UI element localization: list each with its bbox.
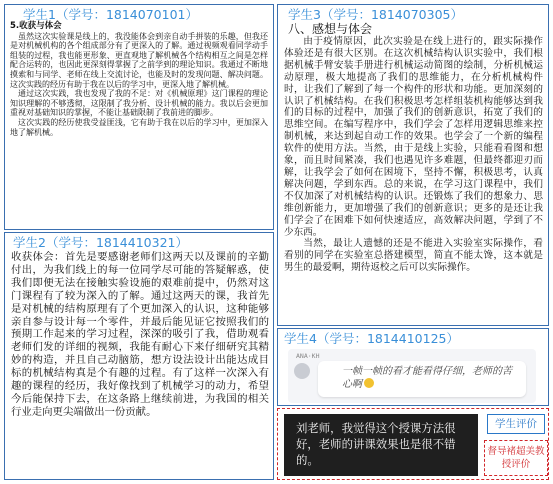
student2-body: 收获体会：首先是要感谢老师们这两天以及课前的辛勤付出，为我们线上的每一位同学尽可能的答疑解惑，使我们即便无法在接触实验设施的艰难前提中，仍然对这门课程有了较为深入的了解。通过这两天的课，我首先是对机械的结构原理有了个更加深入的认识，这种能够亲自参与设计每一个零件，并最后能见证它按照我们的预期工作起来的学习过程，深深的吸引了我，借助观看老师们发的详细的视频，我能有耐心下来仔细研究其精妙的构造，并且自己动脑筋，想方设法设计出能达成目标的机械结构真是个有趣的过程。有了这样一次深入有趣的课程的经历，我好像找到了机械学习的动力，希望今后能保持下去，在这条路上继续前进，为我国的相关行业走向更尖端做出一份贡献。 bbox=[11, 251, 269, 418]
student2-title: 学生2（学号：1814410321） bbox=[13, 235, 188, 250]
supervisor-evaluation-tag: 督导褚超美教授评价 bbox=[484, 440, 548, 476]
chat-username: ANA·KH bbox=[296, 352, 320, 360]
student1-panel bbox=[4, 4, 274, 230]
student3-paragraph: 由于疫情原因，此次实验是在线上进行的，跟实际操作体验还是有很大区别。在这次机械结构认识实验中，我们根据机械手臂安装手册进行机械运动简图的绘制，分析机械运动原理，极大地提高了我们的思维能力，在分析机械构件时，让我们了解到了每一个构件的形状和功能。更加深刻的认识了机械结构。在我们积极思考怎样组装机构能够达到我们的目标的过程中，加强了我们的创新意识，拓宽了我们的思维空间。在编写程序中，我们学会了怎样用逻辑思维来控制机械，来达到起自动工作的效果。也学会了一个新的编程软件的使用方法。当然，由于是线上实验，只能看看图和想象，而且时间紧凑，我们也遇见许多难题，但最终都迎刃而解，让我学会了如何在困境下，坚持不懈，积极思考，认真解决问题，学到东西。总的来说，在学习这门课程中，我们不仅加深了对机械结构的认识。还锻炼了我们的想象力、思维创新能力，更加增强了我们的创新意识；更多的是还让我们学会了在困难下如何快速适应，高效解决问题，学到了不少东西。 bbox=[284, 36, 543, 238]
student-evaluation-tag: 学生评价 bbox=[487, 414, 545, 434]
student1-paragraph: 虽然这次实验课是线上的，我没能体会到亲自动手拼装的乐趣，但我还是对机械机构的各个组成部分有了更深入的了解。通过视频观看同学动手组装的过程，我也能更形象、更直观地了解机械各个结构相互之间是怎样配合运转的，也因此更深刻得掌握了之前学到的理论知识。我通过不断地摸索和与同学、老师在线上交流讨论，也能及时的发现问题、解决问题。这次实践的经历有助于我在以后的学习中，更深入地了解机械。 bbox=[10, 31, 268, 89]
student4-panel bbox=[277, 328, 549, 406]
chat-message: 一帧一帧的看才能看得仔细，老师的苦心啊 bbox=[342, 366, 512, 390]
student2-panel bbox=[4, 232, 274, 480]
chat-screenshot bbox=[288, 349, 536, 403]
student4-title: 学生4（学号：1814410125） bbox=[284, 331, 459, 346]
student3-body bbox=[278, 36, 548, 274]
avatar bbox=[294, 363, 310, 379]
student1-body bbox=[5, 22, 273, 137]
student3-paragraph: 当然，最让人遗憾的还是不能进入实验室实际操作，看看别的同学在实验室总搭建模型，简直不能太馋，这本就是男生的最爱啊，期待返校之后可以实际操作。 bbox=[284, 238, 543, 274]
student3-title: 学生3（学号：1814070305） bbox=[288, 7, 463, 22]
student1-paragraph: 这次实践的经历使我受益匪浅，它有助于我在以后的学习中，更加深入地了解机械。 bbox=[10, 117, 268, 137]
student3-panel bbox=[277, 4, 549, 326]
student3-heading: 八、感想与体会 bbox=[288, 22, 373, 36]
student1-paragraph: 通过这次实践，我也发现了我的不足：对《机械原理》这门课程的理论知识理解的不够透彻，这限制了我分析、设计机械的能力。我以后会更加重视对基础知识的掌握，不能让基础限制了我前进的脚步。 bbox=[10, 89, 268, 118]
chat-bubble bbox=[318, 361, 526, 397]
smile-emoji-icon bbox=[364, 378, 374, 388]
student1-title: 学生1（学号：1814070101） bbox=[23, 7, 198, 22]
student1-subtitle: 5.收获与体会 bbox=[10, 21, 62, 31]
supervisor-quote: 刘老师，我觉得这个授课方法很好，老师的讲课效果也是很不错的。 bbox=[284, 414, 478, 476]
